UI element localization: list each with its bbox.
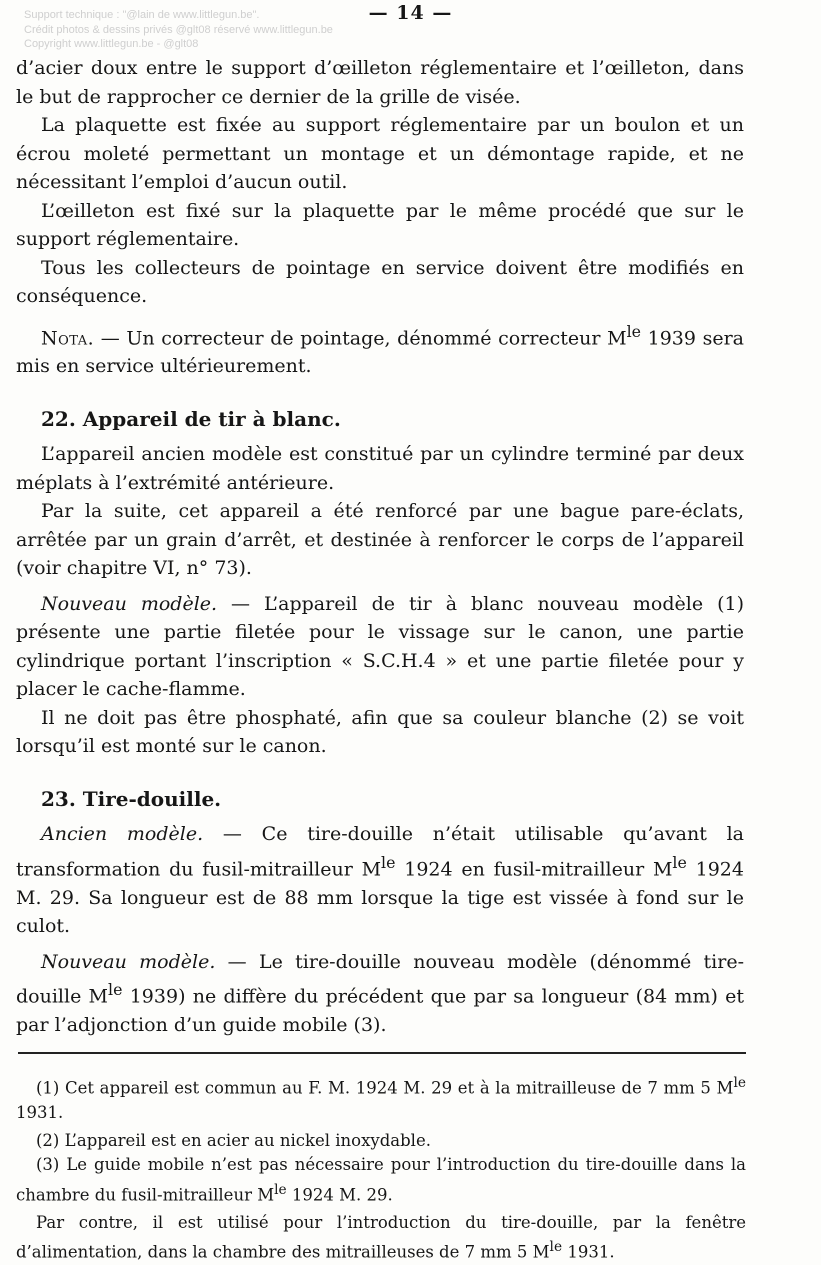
superscript: le bbox=[627, 322, 641, 341]
paragraph: Il ne doit pas être phosphaté, afin que sa couleur blanche (2) se voit lorsqu’il est monté sur le canon. bbox=[16, 704, 744, 761]
footnote-text: 1931. bbox=[16, 1103, 63, 1122]
footnotes bbox=[16, 1071, 746, 1265]
italic-label: Nouveau modèle. bbox=[41, 593, 217, 615]
superscript: le bbox=[733, 1075, 746, 1091]
footnote bbox=[16, 1153, 746, 1208]
italic-label: Nouveau modèle. bbox=[41, 951, 215, 973]
superscript: le bbox=[550, 1239, 563, 1255]
italic-label: Ancien modèle. bbox=[41, 823, 203, 845]
watermark-line: Crédit photos & dessins privés @glt08 réservé www.littlegun.be bbox=[24, 23, 333, 38]
paragraph-text: — Ce tire-douille n’était utilisable qu’avant la transformation du fusil-mitrailleur M bbox=[16, 823, 744, 880]
paragraph-text: — L’appareil de tir à blanc nouveau modèle (1) présente une partie filetée pour le vissage sur le canon, une partie cylindrique portant l’inscription « S.C.H.4 » et une partie filetée pour y placer le cache-flamme. bbox=[16, 593, 744, 701]
footnote-divider bbox=[18, 1052, 746, 1054]
paragraph bbox=[16, 820, 744, 940]
watermark-line: Copyright www.littlegun.be - @glt08 bbox=[24, 37, 333, 52]
footnote-text: 1931. bbox=[562, 1243, 614, 1262]
paragraph: L’œilleton est fixé sur la plaquette par le même procédé que sur le support réglementaire. bbox=[16, 197, 744, 254]
paragraph bbox=[16, 590, 744, 704]
paragraph: d’acier doux entre le support d’œilleton réglementaire et l’œilleton, dans le but de rapprocher ce dernier de la grille de visée. bbox=[16, 54, 744, 111]
page-body bbox=[16, 54, 744, 1039]
paragraph-text: 1939) ne diffère du précédent que par sa longueur (84 mm) et par l’adjonction d’un guide mobile (3). bbox=[16, 985, 744, 1036]
paragraph-text: 1924 M. 29. Sa longueur est de 88 mm lorsque la tige est vissée à fond sur le culot. bbox=[16, 858, 744, 937]
paragraph: Tous les collecteurs de pointage en service doivent être modifiés en conséquence. bbox=[16, 254, 744, 311]
paragraph: La plaquette est fixée au support réglementaire par un boulon et un écrou moleté permettant un montage et un démontage rapide, et ne nécessitant l’emploi d’aucun outil. bbox=[16, 111, 744, 197]
nota-paragraph bbox=[16, 318, 744, 381]
superscript: le bbox=[274, 1182, 287, 1198]
superscript: le bbox=[381, 853, 395, 872]
nota-text: — Un correcteur de pointage, dénommé correcteur M bbox=[94, 327, 626, 349]
nota-label: Nota. bbox=[41, 327, 94, 349]
section-heading-23: 23. Tire-douille. bbox=[41, 785, 744, 814]
footnote-text: (3) Le guide mobile n’est pas nécessaire pour l’introduction du tire-douille dans la chambre du fusil-mitrailleur M bbox=[16, 1155, 746, 1204]
paragraph: Par la suite, cet appareil a été renforcé par une bague pare-éclats, arrêtée par un grain d’arrêt, et destinée à renforcer le corps de l’appareil (voir chapitre VI, n° 73). bbox=[16, 497, 744, 583]
watermark-line: Support technique : "@lain de www.littlegun.be". bbox=[24, 8, 333, 23]
superscript: le bbox=[672, 853, 686, 872]
paragraph-text: — Le tire-douille nouveau modèle (dénommé tire-douille M bbox=[16, 951, 744, 1008]
footnote: (2) L’appareil est en acier au nickel inoxydable. bbox=[16, 1129, 746, 1154]
paragraph: L’appareil ancien modèle est constitué par un cylindre terminé par deux méplats à l’extrémité antérieure. bbox=[16, 440, 744, 497]
footnote-text: 1924 M. 29. bbox=[287, 1185, 393, 1204]
footnote-text: Par contre, il est utilisé pour l’introduction du tire-douille, par la fenêtre d’alimentation, dans la chambre des mitrailleuses de 7 mm 5 M bbox=[16, 1213, 746, 1262]
footnote-text: (1) Cet appareil est commun au F. M. 1924 M. 29 et à la mitrailleuse de 7 mm 5 M bbox=[36, 1079, 733, 1098]
page-number: — 14 — bbox=[0, 2, 821, 24]
superscript: le bbox=[108, 980, 122, 999]
footnote bbox=[16, 1211, 746, 1265]
paragraph bbox=[16, 948, 744, 1040]
paragraph-text: 1924 en fusil-mitrailleur M bbox=[395, 858, 672, 880]
section-heading-22: 22. Appareil de tir à blanc. bbox=[41, 405, 744, 434]
footnote bbox=[16, 1071, 746, 1126]
nota-text: 1939 sera mis en service ultérieurement. bbox=[16, 327, 744, 378]
